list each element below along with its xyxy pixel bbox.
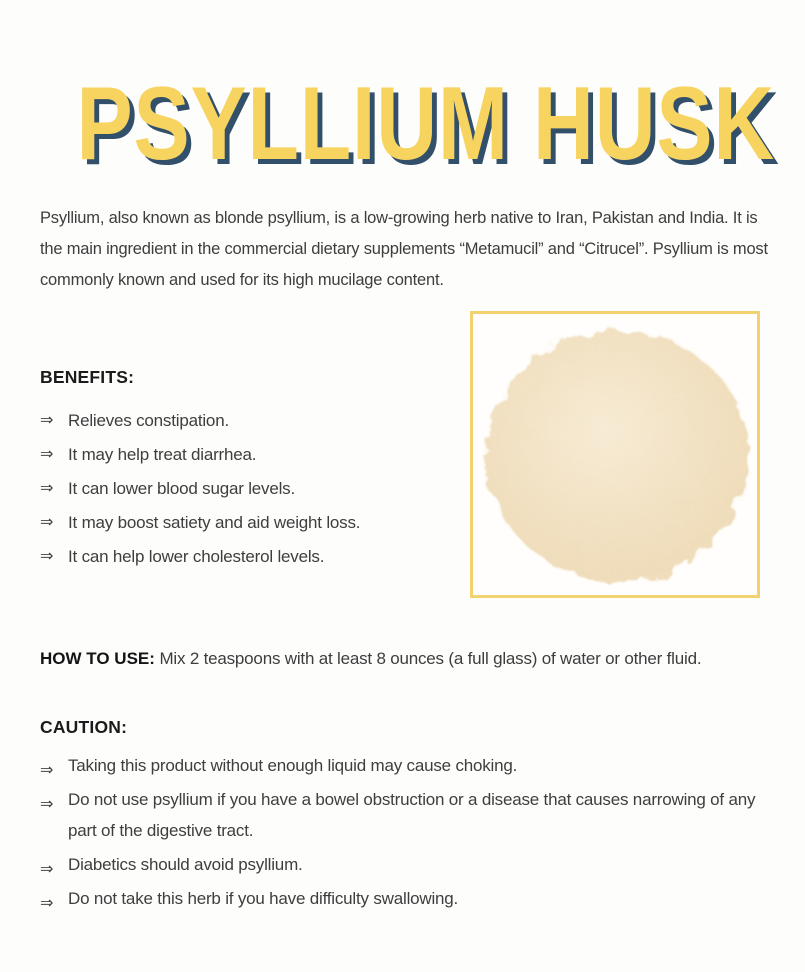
caution-text: Diabetics should avoid psyllium.: [68, 855, 303, 874]
caution-text: Do not use psyllium if you have a bowel obstruction or a disease that causes narrowing of any part of the digestive tract.: [68, 790, 756, 840]
caution-heading: CAUTION:: [40, 717, 128, 737]
caution-list: [40, 750, 785, 914]
double-arrow-bullet-icon: ⇒: [40, 444, 54, 463]
caution-item: [40, 750, 785, 781]
double-arrow-bullet-icon: ⇒: [40, 760, 54, 779]
benefits-heading: BENEFITS:: [40, 367, 135, 387]
caution-text: Do not take this herb if you have difficulty swallowing.: [68, 889, 459, 908]
double-arrow-bullet-icon: ⇒: [40, 794, 54, 813]
benefits-section: [40, 366, 455, 580]
double-arrow-bullet-icon: ⇒: [40, 546, 54, 565]
caution-section: [40, 716, 785, 917]
caution-item: [40, 784, 785, 846]
benefit-text: It can lower blood sugar levels.: [68, 479, 296, 498]
psyllium-husk-photo: [473, 314, 757, 595]
psyllium-photo-frame: [470, 311, 760, 598]
how-to-use-line: [40, 646, 788, 671]
benefit-text: It may help treat diarrhea.: [68, 445, 257, 464]
double-arrow-bullet-icon: ⇒: [40, 859, 54, 878]
caution-item: [40, 883, 785, 914]
double-arrow-bullet-icon: ⇒: [40, 512, 54, 531]
benefit-item: [40, 512, 455, 533]
how-to-use-label: HOW TO USE:: [40, 649, 155, 668]
double-arrow-bullet-icon: ⇒: [40, 893, 54, 912]
benefit-text: Relieves constipation.: [68, 411, 229, 430]
benefit-item: [40, 410, 455, 431]
benefit-item: [40, 444, 455, 465]
benefits-list: [40, 410, 455, 567]
benefit-text: It may boost satiety and aid weight loss.: [68, 513, 361, 532]
double-arrow-bullet-icon: ⇒: [40, 478, 54, 497]
intro-paragraph: Psyllium, also known as blonde psyllium, is a low-growing herb native to Iran, Pakistan and India. It is the main ingredient in the commercial dietary supplements “Metamucil” and “Citrucel”. Psyllium is most commonly known and used for its high mucilage content.: [40, 209, 768, 289]
benefit-item: [40, 546, 455, 567]
double-arrow-bullet-icon: ⇒: [40, 410, 54, 429]
caution-item: [40, 849, 785, 880]
page-title: PSYLLIUM HUSK: [76, 66, 775, 182]
benefit-text: It can help lower cholesterol levels.: [68, 547, 325, 566]
how-to-use-text: Mix 2 teaspoons with at least 8 ounces (a full glass) of water or other fluid.: [159, 649, 702, 668]
caution-text: Taking this product without enough liquid may cause choking.: [68, 756, 518, 775]
benefit-item: [40, 478, 455, 499]
